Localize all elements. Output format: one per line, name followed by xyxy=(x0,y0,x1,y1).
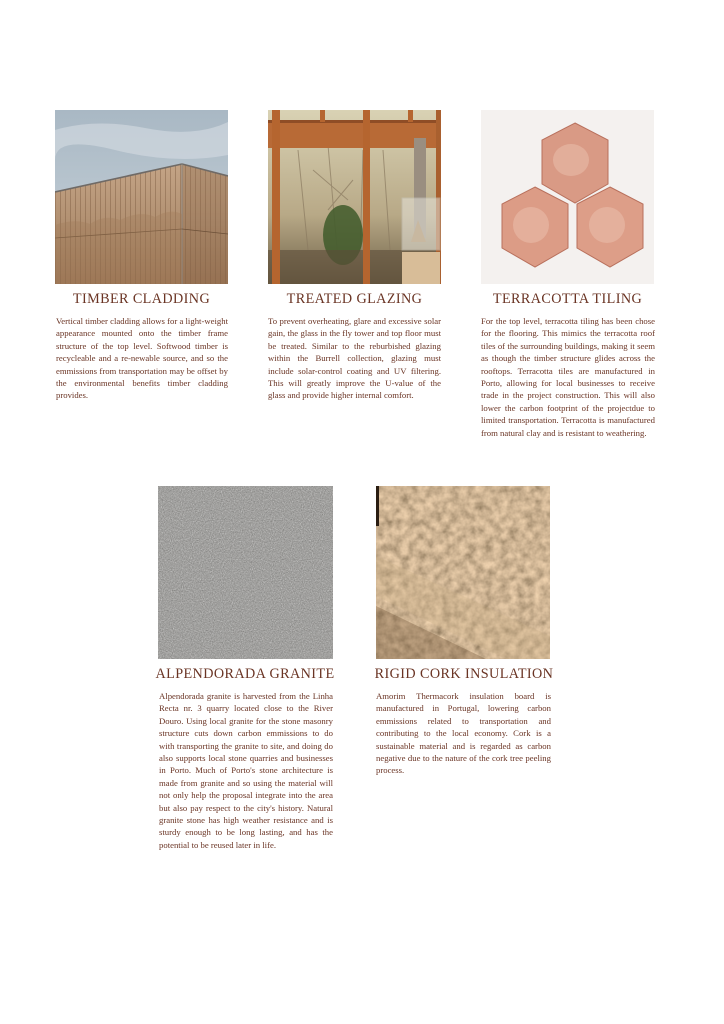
cork-insulation-photo xyxy=(376,486,550,659)
material-description: Alpendorada granite is harvested from the Linha Recta nr. 3 quarry located close to the River Douro. Using local granite for the stone masonry structure cuts down carbon emmissions to do with transporting the granite to site, and doing do also supports local stone quarries and businesses in Porto. Much of Porto's stone architecture is made from granite and so using the material will not only help the proposal integrate into the area but also pay respect to the city's history. Natural granite stone has high weather resistance and is sturdy enough to be long lasting, and has the potential to be reused later in life. xyxy=(159,691,333,850)
material-description: Amorim Thermacork insulation board is manufactured in Portugal, lowering carbon emmissions related to transportation and contributing to the local economy. Cork is a sustainable material and is regarded as carbon negative due to the nature of the cork tree peeling process. xyxy=(376,691,551,776)
material-description: To prevent overheating, glare and excessive solar gain, the glass in the fly tower and top floor must be treated. Similar to the reburbished glazing within the Burrell collection, glazing must include solar-control coating and UV filtering. This will greatly improve the U-value of the glass and provide higher internal comfort. xyxy=(268,316,441,401)
treated-glazing-photo xyxy=(268,110,441,284)
material-description: Vertical timber cladding allows for a light-weight appearance mounted onto the timber frame structure of the top level. Softwood timber is recycleable and a re-newable source, and so the emmissions from transportation may be offset by the environmental benefits timber cladding provides. xyxy=(56,316,228,401)
terracotta-tiles-photo xyxy=(481,110,654,284)
material-title: TIMBER CLADDING xyxy=(72,291,211,307)
granite-photo xyxy=(158,486,333,659)
material-title: TERRACOTTA TILING xyxy=(492,291,643,307)
timber-cladding-photo xyxy=(55,110,228,284)
material-title: ALPENDORADA GRANITE xyxy=(155,666,335,682)
material-description: For the top level, terracotta tiling has been chose for the flooring. This mimics the terracotta roof tiles of the surrounding buildings, making it seem as though the timber structure glides across the rooftops. Terracotta tiles are manufactured in Porto, allowing for local businesses to receive trade in the project construction. This will also lower the carbon footprint of the projectdue to limited transportation. Terracotta is manufactured from natural clay and is resistant to weathering. xyxy=(481,316,655,438)
material-title: TREATED GLAZING xyxy=(286,291,423,307)
material-title: RIGID CORK INSULATION xyxy=(374,666,554,682)
